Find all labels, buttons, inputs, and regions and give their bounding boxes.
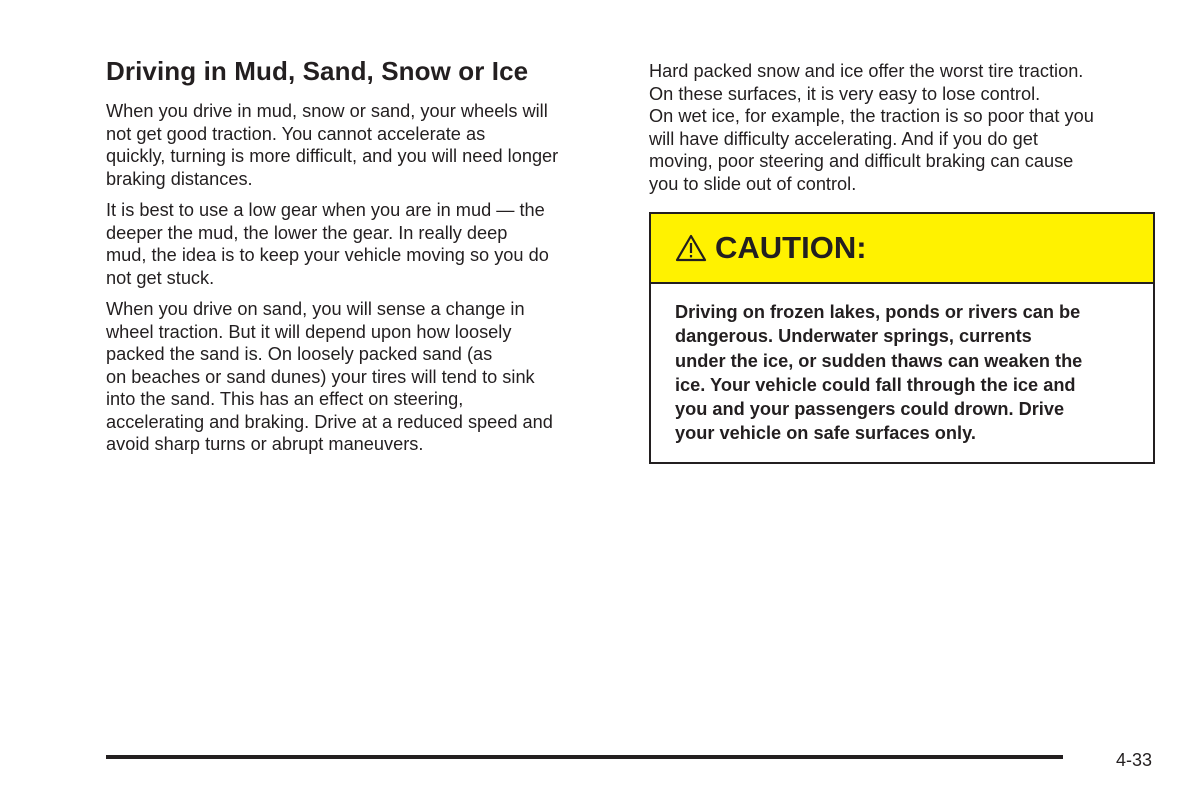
text-line: On wet ice, for example, the traction is so poor that you <box>649 106 1094 126</box>
caution-text-line: ice. Your vehicle could fall through the ice and <box>675 374 1076 395</box>
text-line: On these surfaces, it is very easy to lose control. <box>649 83 1041 104</box>
text-line: on beaches or sand dunes) your tires will tend to sink <box>106 366 535 387</box>
text-line: moving, poor steering and difficult braking can cause <box>649 151 1074 171</box>
text-line: wheel traction. But it will depend upon how loosely <box>106 321 512 342</box>
page-number: 4-33 <box>1116 750 1153 770</box>
caution-box <box>649 212 1155 464</box>
caution-text-line: dangerous. Underwater springs, currents <box>675 326 1032 347</box>
warning-triangle-icon <box>675 234 707 262</box>
caution-text <box>651 284 1153 446</box>
text-line: When you drive in mud, snow or sand, your wheels will <box>106 101 548 121</box>
paragraph <box>106 199 558 289</box>
text-line: will have difficulty accelerating. And if you do get <box>649 128 1038 149</box>
text-line: not get good traction. You cannot accelerate as <box>106 123 486 144</box>
footer-rule <box>106 755 1063 759</box>
text-line: you to slide out of control. <box>649 173 857 194</box>
left-column <box>106 100 558 465</box>
caution-text-line: you and your passengers could drown. Drive <box>675 399 1065 420</box>
text-line: not get stuck. <box>106 267 215 288</box>
caution-text-line: under the ice, or sudden thaws can weaken the <box>675 350 1083 371</box>
paragraph <box>106 298 558 456</box>
caution-text-line: your vehicle on safe surfaces only. <box>675 423 976 444</box>
caution-header <box>651 214 1153 284</box>
text-line: quickly, turning is more difficult, and you will need longer <box>106 146 559 166</box>
section-heading: Driving in Mud, Sand, Snow or Ice <box>106 56 529 86</box>
text-line: braking distances. <box>106 168 253 189</box>
text-line: Hard packed snow and ice offer the worst tire traction. <box>649 61 1084 81</box>
caution-title: CAUTION: <box>715 230 867 265</box>
text-line: mud, the idea is to keep your vehicle moving so you do <box>106 245 549 265</box>
text-line: It is best to use a low gear when you are in mud — the <box>106 200 545 220</box>
text-line: into the sand. This has an effect on steering, <box>106 389 464 409</box>
paragraph <box>106 100 558 190</box>
paragraph <box>649 60 1094 195</box>
text-line: avoid sharp turns or abrupt maneuvers. <box>106 434 424 454</box>
caution-text-line: Driving on frozen lakes, ponds or rivers can be <box>675 302 1081 322</box>
text-line: accelerating and braking. Drive at a reduced speed and <box>106 411 553 432</box>
text-line: When you drive on sand, you will sense a change in <box>106 299 525 319</box>
text-line: deeper the mud, the lower the gear. In really deep <box>106 222 508 243</box>
right-column <box>649 60 1094 204</box>
text-line: packed the sand is. On loosely packed sand (as <box>106 344 493 364</box>
